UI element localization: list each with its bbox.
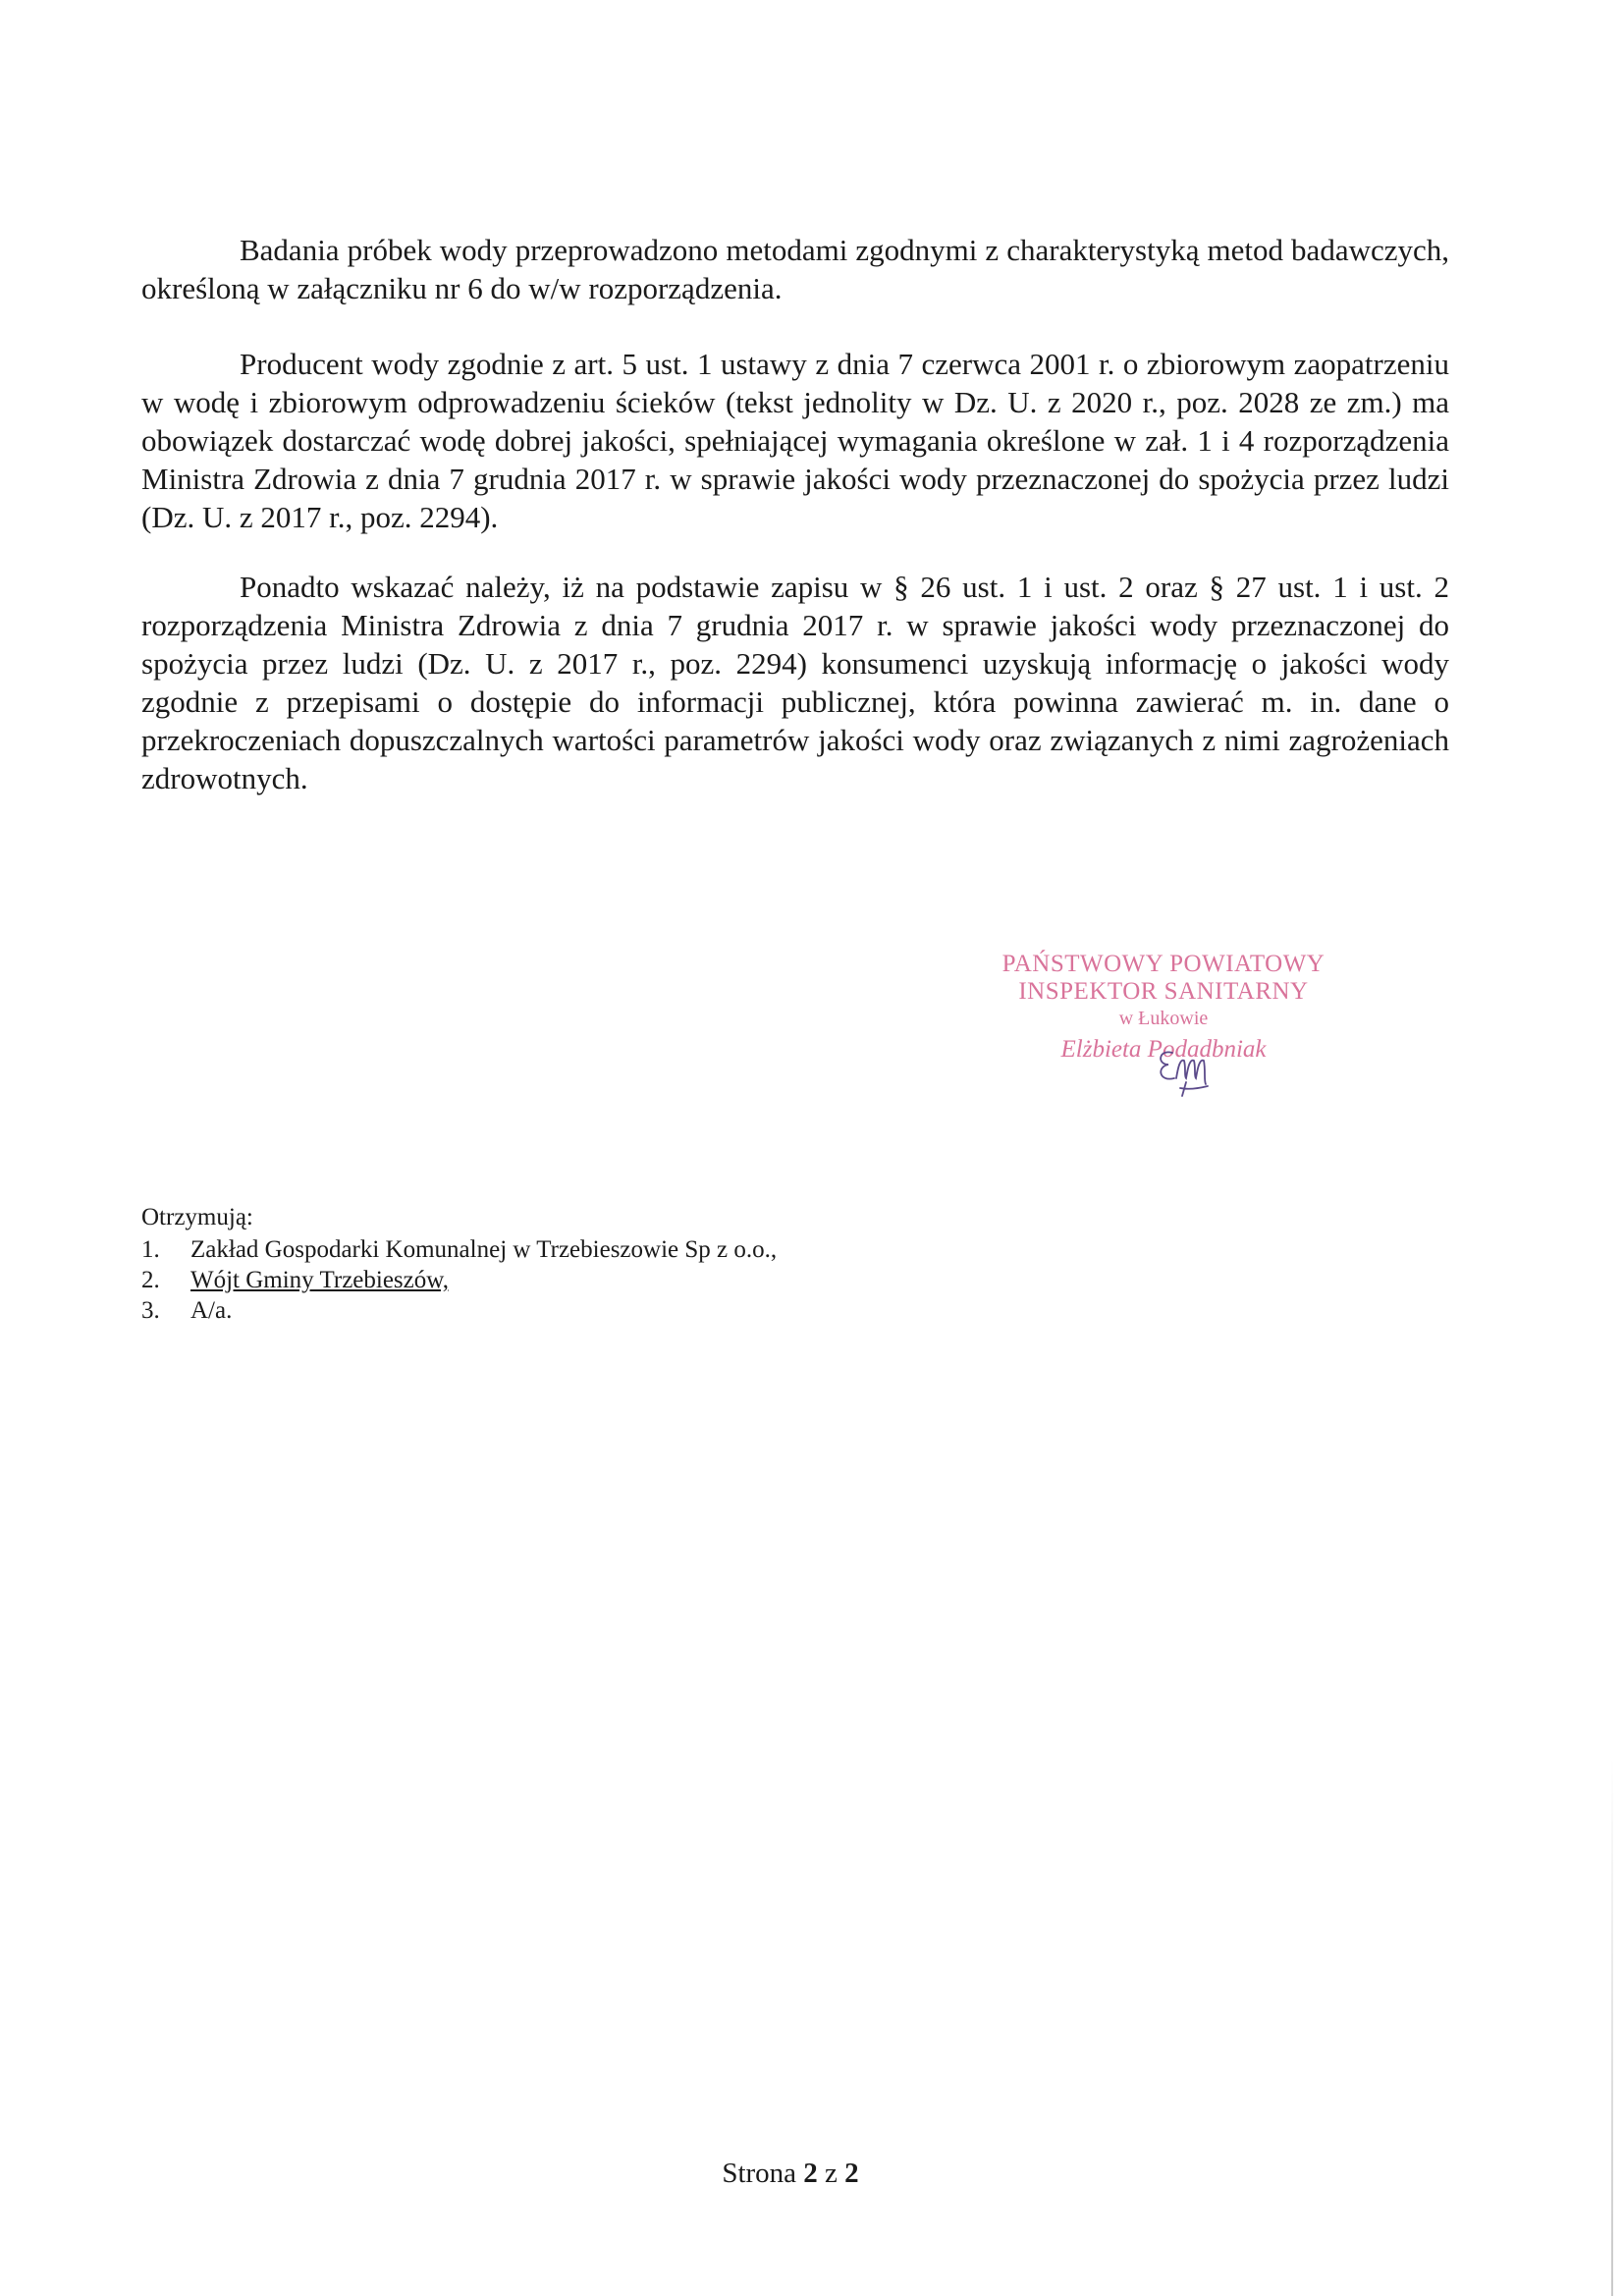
stamp-city: w Łukowie: [1118, 1008, 1209, 1029]
list-item: [141, 1265, 777, 1295]
list-item-number: 1.: [141, 1236, 160, 1263]
page-number-footer: [0, 2158, 1581, 2190]
footer-total: 2: [844, 2158, 859, 2189]
footer-page: 2: [803, 2158, 818, 2189]
footer-prefix: Strona: [722, 2158, 797, 2189]
paragraph-methods: Badania próbek wody przeprowadzono metodami zgodnymi z charakterystyką metod badawczych, określoną w załączniku nr 6 do w/w rozporządzenia.: [141, 233, 1449, 305]
stamp-title-line2: INSPEKTOR SANITARNY: [1018, 978, 1309, 1005]
list-item-number: 3.: [141, 1297, 160, 1324]
stamp-inspector-name: Elżbieta Podadbniak: [1060, 1036, 1267, 1063]
paragraph-producer-obligation: Producent wody zgodnie z art. 5 ust. 1 ustawy z dnia 7 czerwca 2001 r. o zbiorowym zaopatrzeniu w wodę i zbiorowym odprowadzeniu ścieków (tekst jednolity w Dz. U. z 2020 r., poz. 2028 ze zm.) ma obowiązek dostarczać wodę dobrej jakości, spełniającej wymagania określone w zał. 1 i 4 rozporządzenia Ministra Zdrowia z dnia 7 grudnia 2017 r. w sprawie jakości wody przeznaczonej do spożycia przez ludzi (Dz. U. z 2017 r., poz. 2294).: [141, 347, 1449, 534]
stamp-title-line1: PAŃSTWOWY POWIATOWY: [1001, 951, 1325, 977]
list-item-text: A/a.: [190, 1297, 233, 1324]
list-item-number: 2.: [141, 1267, 160, 1293]
footer-separator: z: [825, 2158, 838, 2189]
list-item: [141, 1234, 777, 1265]
paragraph-consumer-information: Ponadto wskazać należy, iż na podstawie zapisu w § 26 ust. 1 i ust. 2 oraz § 27 ust. 1 i ust. 2 rozporządzenia Ministra Zdrowia z dnia 7 grudnia 2017 r. w sprawie jakości wody przeznaczonej do spożycia przez ludzi (Dz. U. z 2017 r., poz. 2294) konsumenci uzyskują informację o jakości wody zgodnie z przepisami o dostępie do informacji publicznej, która powinna zawierać m. in. dane o przekroczeniach dopuszczalnych wartości parametrów jakości wody oraz związanych z nimi zagrożeniach zdrowotnych.: [141, 570, 1449, 795]
list-item-text: Wójt Gminy Trzebieszów,: [190, 1267, 449, 1293]
list-item-text: Zakład Gospodarki Komunalnej w Trzebieszowie Sp z o.o.,: [190, 1236, 778, 1263]
recipients-heading: Otrzymują:: [141, 1204, 253, 1230]
list-item: [141, 1295, 777, 1326]
scan-edge-line: [1611, 1758, 1613, 2296]
recipients-list: [141, 1203, 777, 1326]
handwritten-signature: [1151, 1039, 1219, 1098]
